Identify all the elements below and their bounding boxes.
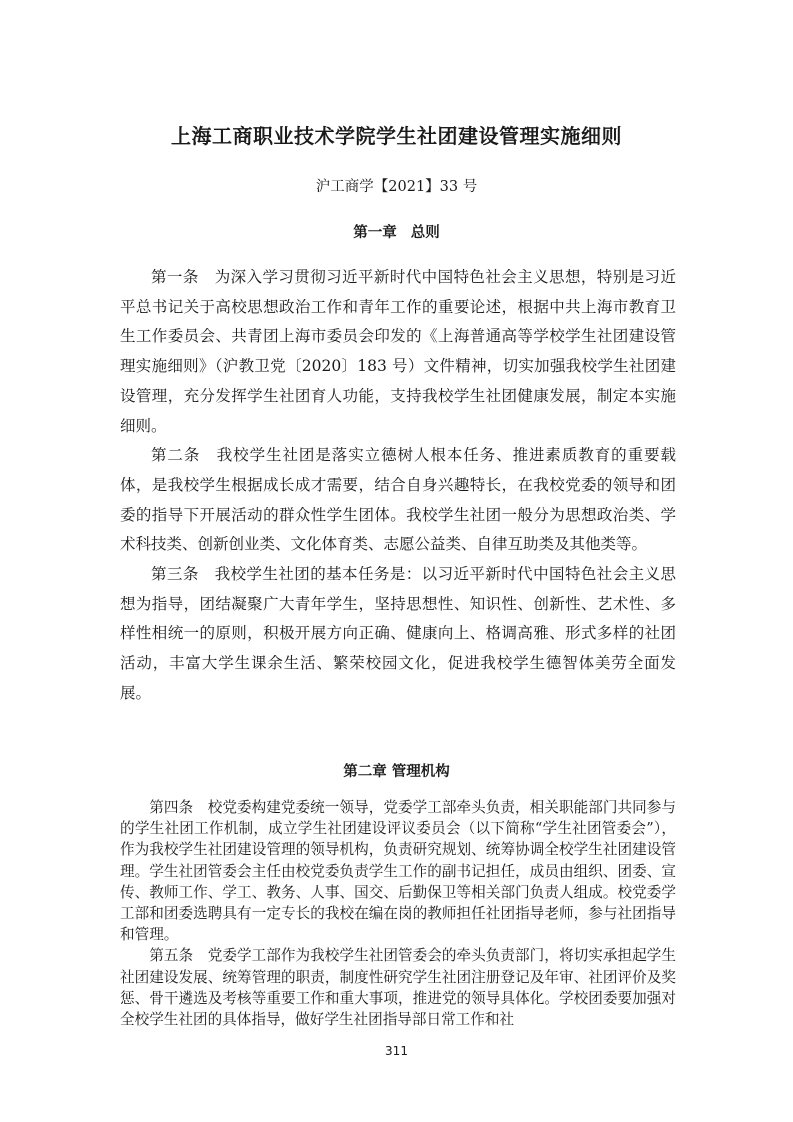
chapter-2-body: [120, 797, 676, 1030]
document-number: 沪工商学【2021】33 号: [315, 179, 478, 195]
article-5-label: 第五条: [149, 947, 194, 965]
article-2: [120, 441, 676, 560]
chapter-1-heading: [0, 221, 793, 242]
document-title: 上海工商职业技术学院学生社团建设管理实施细则: [171, 124, 622, 148]
article-3-text: 我校学生社团的基本任务是：以习近平新时代中国特色社会主义思想为指导，团结凝聚广大青年学生，坚持思想性、知识性、创新性、艺术性、多样性相统一的原则，积极开展方向正确、健康向上、格调高雅、形式多样的社团活动，丰富大学生课余生活、繁荣校园文化，促进我校学生德智体美劳全面发展。: [120, 565, 676, 702]
chapter-1-body: [120, 263, 676, 709]
article-5-text: 党委学工部作为我校学生社团管委会的牵头负责部门，将切实承担起学生社团建设发展、统筹管理的职责，制度性研究学生社团注册登记及年审、社团评价及奖惩、骨干遴选及考核等重要工作和重大事项，推进党的领导具体化。学校团委要加强对全校学生社团的具体指导，做好学生社团指导部日常工作和社: [120, 947, 676, 1029]
article-1: [120, 263, 676, 441]
article-2-label: 第二条: [151, 446, 201, 465]
article-2-text: 我校学生社团是落实立德树人根本任务、推进素质教育的重要载体，是我校学生根据成长成才需要，结合自身兴趣特长，在我校党委的领导和团委的指导下开展活动的群众性学生团体。我校学生社团一般分为思想政治类、学术科技类、创新创业类、文化体育类、志愿公益类、自律互助类及其他类等。: [120, 446, 676, 554]
article-4: [120, 797, 676, 945]
article-4-label: 第四条: [149, 799, 194, 816]
article-5: [120, 945, 676, 1030]
chapter-1-number: 第一章: [353, 225, 397, 241]
chapter-1-name: 总则: [410, 225, 440, 241]
article-3-label: 第三条: [151, 565, 199, 584]
chapter-2-heading: 第二章 管理机构: [343, 764, 450, 780]
article-4-text: 校党委构建党委统一领导，党委学工部牵头负责，相关职能部门共同参与的学生社团工作机制，成立学生社团建设评议委员会（以下简称“学生社团管委会”），作为我校学生社团建设管理的领导机构，负责研究规划、统筹协调全校学生社团建设管理。学生社团管委会主任由校党委负责学生工作的副书记担任，成员由组织、团委、宣传、教师工作、学工、教务、人事、国交、后勤保卫等相关部门负责人组成。校党委学工部和团委选聘具有一定专长的我校在编在岗的教师担任社团指导老师，参与社团指导和管理。: [120, 799, 676, 944]
page-number: 311: [385, 1044, 408, 1058]
article-1-text: 为深入学习贯彻习近平新时代中国特色社会主义思想，特别是习近平总书记关于高校思想政治工作和青年工作的重要论述，根据中共上海市教育卫生工作委员会、共青团上海市委员会印发的《上海普通高等学校学生社团建设管理实施细则》（沪教卫党〔2020〕183 号）文件精神，切实加强我校学生社团建设管理，充分发挥学生社团育人功能，支持我校学生社团健康发展，制定本实施细则。: [120, 268, 676, 435]
article-3: [120, 560, 676, 709]
article-1-label: 第一条: [151, 268, 199, 286]
